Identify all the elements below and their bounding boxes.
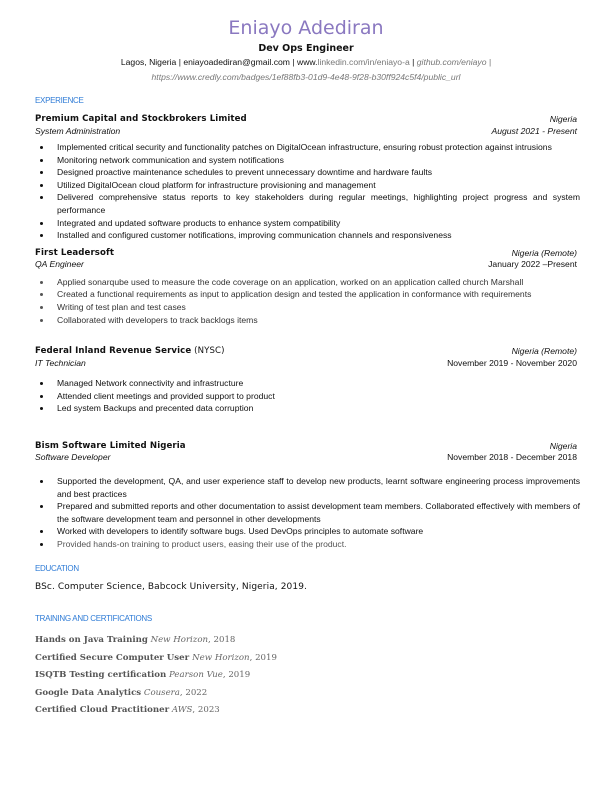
list-item: Applied sonarqube used to measure the code coverage on an application, worked on an application called church Marshall (35, 276, 580, 289)
job-location: Nigeria (549, 114, 577, 124)
job-header (35, 248, 577, 271)
list-item: Attended client meetings and provided support to product (35, 390, 580, 403)
section-experience: EXPERIENCE (35, 96, 84, 105)
list-item: Integrated and updated software products to enhance system compatibility (35, 217, 580, 230)
company-name: Premium Capital and Stockbrokers Limited (35, 114, 247, 124)
separator: | (292, 57, 295, 67)
cert-name: Google Data Analytics (35, 687, 142, 698)
company-label: Federal Inland Revenue Service (35, 346, 192, 357)
email-link[interactable]: eniayoadediran@gmail.com (183, 57, 290, 67)
job-title: Dev Ops Engineer (258, 43, 354, 54)
list-item: Delivered comprehensive status reports to key stakeholders during regular meetings, highlighting project progress and system performance (35, 191, 580, 216)
certification-item (35, 650, 577, 667)
section-training: TRAINING AND CERTIFICATIONS (35, 614, 152, 624)
job-bullets (35, 475, 580, 551)
certification-item (35, 685, 577, 702)
cert-year: , 2019 (222, 670, 251, 681)
list-item: Writing of test plan and test cases (35, 301, 580, 314)
list-item: Worked with developers to identify software bugs. Used DevOps principles to automate software (35, 525, 580, 538)
certification-item (35, 632, 577, 649)
job-bullets (35, 377, 580, 415)
resume-page (0, 16, 612, 720)
job-role: IT Technician (35, 357, 86, 368)
job-location: Nigeria (Remote) (511, 346, 577, 357)
linkedin-link[interactable] (297, 57, 410, 67)
cert-issuer: New Horizon (150, 635, 209, 646)
linkedin-prefix: www. (296, 57, 318, 67)
location: Lagos, Nigeria (120, 57, 177, 67)
certification-item (35, 702, 577, 719)
list-item: Managed Network connectivity and infrastructure (35, 377, 580, 390)
list-item: Provided hands-on training to product users, easing their use of the product. (35, 538, 580, 551)
job-role: System Administration (35, 125, 121, 136)
company-note: (NYSC) (191, 346, 225, 357)
certification-item (35, 667, 577, 684)
job-header (35, 441, 577, 464)
cert-name: ISQTB Testing certification (35, 670, 167, 681)
job-dates: November 2018 - December 2018 (447, 452, 577, 463)
job-dates: January 2022 –Present (488, 259, 577, 270)
cert-name: Certified Secure Computer User (35, 652, 193, 663)
cert-year: , 2023 (192, 705, 220, 716)
github-link[interactable]: github.com/eniayo (416, 57, 487, 67)
cert-issuer: Pearson Vue (169, 670, 223, 681)
list-item: Implemented critical security and functionality patches on DigitalOcean infrastructure, ensuring robust protection against intrusions (35, 141, 580, 154)
section-education: EDUCATION (35, 564, 79, 574)
job-bullets (35, 276, 580, 326)
cert-year: , 2022 (179, 687, 208, 698)
list-item: Led system Backups and precented data corruption (35, 402, 580, 415)
cert-issuer: Cousera (143, 687, 180, 698)
separator: | (178, 57, 181, 67)
list-item: Collaborated with developers to track backlogs items (35, 314, 580, 327)
list-item: Designed proactive maintenance schedules to prevent unnecessary downtime and hardware faults (35, 166, 580, 179)
separator: | (488, 57, 492, 67)
job-header (35, 346, 577, 369)
company-name: Bism Software Limited Nigeria (35, 440, 186, 451)
list-item: Prepared and submitted reports and other documentation to assist development team members. Collaborated effectively with members of the software development team and personnel in other developments (35, 500, 580, 525)
cert-issuer: New Horizon (192, 652, 250, 663)
candidate-name: Eniayo Adediran (228, 17, 384, 39)
list-item: Installed and configured customer notifications, improving communication channels and responsiveness (35, 229, 580, 242)
list-item: Monitoring network communication and system notifications (35, 154, 580, 167)
cert-year: , 2018 (208, 635, 236, 646)
company-name (35, 346, 225, 358)
cert-name: Hands on Java Training (35, 635, 148, 646)
list-item: Utilized DigitalOcean cloud platform for infrastructure provisioning and management (35, 179, 580, 192)
cert-year: , 2019 (249, 652, 277, 663)
certification-list (35, 632, 577, 719)
job-dates: November 2019 - November 2020 (447, 357, 577, 368)
job-location: Nigeria (Remote) (511, 247, 577, 258)
cert-issuer: AWS (171, 705, 193, 716)
list-item: Created a functional requirements as input to application design and tested the application in conformance with requirements (35, 288, 580, 301)
list-item: Supported the development, QA, and user experience staff to develop new products, learnt software engineering process improvements and best practices (35, 475, 580, 500)
cert-name: Certified Cloud Practitioner (35, 705, 170, 716)
separator: | (412, 57, 415, 67)
education-entry: BSc. Computer Science, Babcock University, Nigeria, 2019. (35, 582, 307, 593)
job-location: Nigeria (549, 440, 577, 451)
linkedin-path: linkedin.com/in/eniayo-a (317, 57, 410, 67)
contact-line (0, 55, 612, 70)
job-header (35, 114, 577, 137)
job-role: QA Engineer (35, 259, 84, 270)
company-name: First Leadersoft (35, 247, 115, 258)
job-role: Software Developer (35, 452, 111, 463)
credly-link[interactable]: https://www.credly.com/badges/1ef88fb3-01d9-4e48-9f28-b30ff924c5f4/public_url (151, 72, 461, 82)
job-dates: August 2021 - Present (491, 125, 577, 136)
job-bullets (35, 141, 580, 242)
